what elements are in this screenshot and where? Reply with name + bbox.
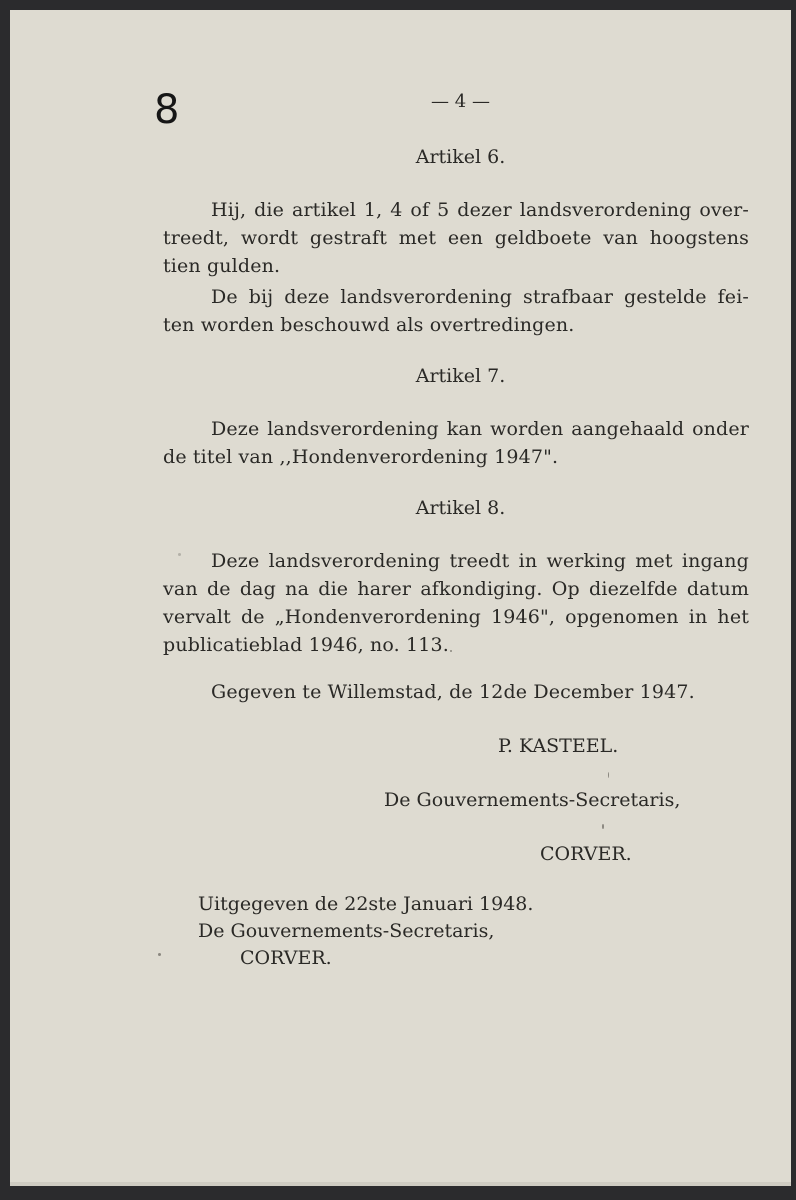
text-line: Deze landsverordening kan worden aangehaald onder bbox=[211, 418, 749, 440]
article-6-heading: Artikel 6. bbox=[415, 146, 506, 168]
text-line: De bij deze landsverordening strafbaar gestelde fei- bbox=[211, 286, 749, 308]
article-7-paragraph bbox=[163, 415, 749, 471]
article-7-heading: Artikel 7. bbox=[415, 365, 506, 387]
text-line: van de dag na die harer afkondiging. Op diezelfde datum bbox=[163, 578, 749, 600]
article-6-paragraph-1 bbox=[163, 196, 749, 280]
scan-speck bbox=[608, 772, 609, 778]
article-8-paragraph bbox=[163, 547, 749, 659]
page-number: — 4 — bbox=[431, 91, 490, 112]
text-line: de titel van ,,Hondenverordening 1947". bbox=[163, 446, 559, 468]
text-line: treedt, wordt gestraft met een geldboete van hoogstens bbox=[163, 227, 749, 249]
page-edge bbox=[10, 1182, 791, 1186]
text-line: publicatieblad 1946, no. 113. bbox=[163, 634, 449, 656]
text-line: ten worden beschouwd als overtredingen. bbox=[163, 314, 575, 336]
sheet-number: 8 bbox=[154, 87, 180, 133]
text-line: vervalt de „Hondenverordening 1946", opgenomen in het bbox=[163, 606, 749, 628]
scan-speck bbox=[602, 824, 604, 829]
published-name: CORVER. bbox=[240, 947, 332, 969]
secretary-title: De Gouvernements-Secretaris, bbox=[384, 789, 681, 811]
text-line: Hij, die artikel 1, 4 of 5 dezer landsverordening over- bbox=[211, 199, 749, 221]
article-6-paragraph-2 bbox=[163, 283, 749, 339]
text-line: Deze landsverordening treedt in werking met ingang bbox=[211, 550, 749, 572]
scan-speck bbox=[178, 553, 181, 556]
signatory: P. KASTEEL. bbox=[498, 735, 619, 757]
document-page bbox=[10, 10, 791, 1186]
published-title: De Gouvernements-Secretaris, bbox=[198, 920, 495, 942]
scan-speck bbox=[450, 650, 452, 652]
secretary-name: CORVER. bbox=[540, 843, 632, 865]
article-8-heading: Artikel 8. bbox=[415, 497, 506, 519]
text-line: tien gulden. bbox=[163, 255, 281, 277]
given-line: Gegeven te Willemstad, de 12de December 1947. bbox=[211, 681, 695, 703]
published-date: Uitgegeven de 22ste Januari 1948. bbox=[198, 893, 534, 915]
scan-speck bbox=[158, 953, 161, 956]
